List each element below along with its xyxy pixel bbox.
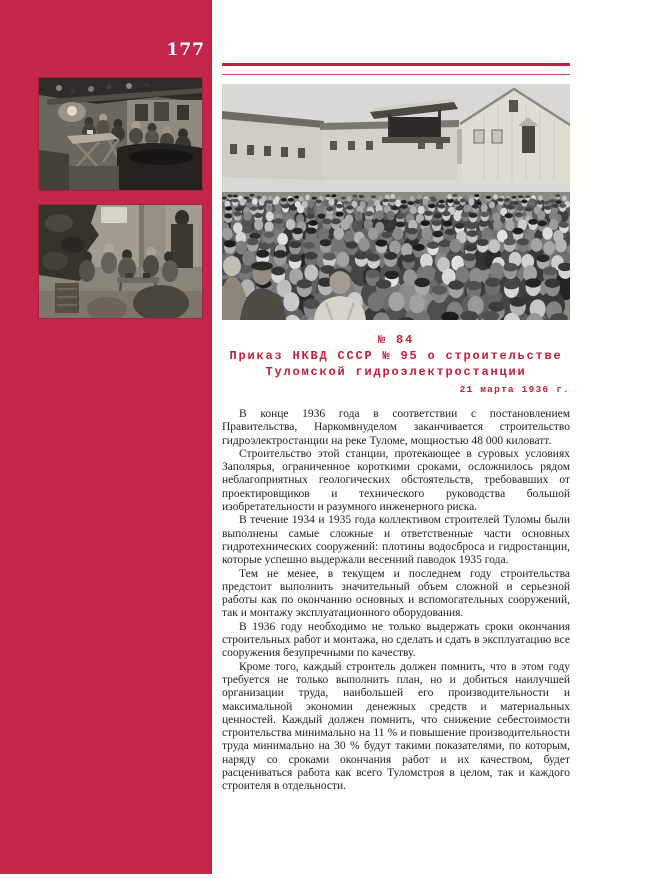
workshop-image	[39, 205, 202, 318]
workshop-photo	[39, 205, 202, 318]
paragraph-3: В течение 1934 и 1935 года коллективом строителей Туломы были выполнены самые сложные и ответственные части основных гидротехнических сооружений: плотины водосброса и гидростанции, которые успешно выдержали весенний паводок 1935 года.	[222, 514, 570, 567]
barracks-interior-photo	[39, 78, 202, 190]
crowd-meeting-image	[222, 84, 570, 320]
order-date: 21 марта 1936 г.	[459, 384, 570, 395]
barracks-interior-image	[39, 78, 202, 190]
paragraph-2: Строительство этой станции, протекающее в суровых условиях Заполярья, ограниченное короткими сроками, осложнилось рядом неблагоприятных геологических обстоятельств, требовавших от проектировщиков и технического руководства большой изобретательности и разумного инженерного риска.	[222, 447, 570, 514]
double-rule	[222, 63, 570, 75]
left-red-sidebar	[0, 0, 212, 874]
paragraph-1: В конце 1936 года в соответствии с постановлением Правительства, Наркомвнуделом заканчивается строительство гидроэлектростанции на реке Туломе, мощностью 48 000 киловатт.	[222, 408, 570, 447]
order-text	[222, 408, 570, 794]
crowd-meeting-photo	[222, 84, 570, 320]
paragraph-5: В 1936 году необходимо не только выдержать сроки окончания строительных работ и монтажа, но сделать и сдать в эксплуатацию все сооружения безупречными по качеству.	[222, 620, 570, 660]
order-number: № 84	[377, 333, 414, 347]
order-title-line2: Туломской гидроэлектростанции	[265, 365, 527, 379]
paragraph-4: Тем не менее, в текущем и последнем году строительства предстоит выполнить значительный объем сложной и серьезной работы как по окончанию основных и вспомогательных сооружений, так и монтажу эксплуатационного оборудования.	[222, 567, 570, 620]
document-content	[222, 63, 570, 794]
order-title-line1: Приказ НКВД СССР № 95 о строительстве	[229, 349, 563, 363]
order-heading	[222, 332, 570, 397]
page-number: 177	[166, 40, 205, 60]
paragraph-6: Кроме того, каждый строитель должен помнить, что в этом году требуется не только выполнить план, но и добиться наилучшей организации труда, наибольшей его производительности и максимальной экономии денежных средств и материальных ценностей. Каждый должен помнить, что снижение себестоимости строительства минимально на 11 % и повышение производительности труда минимально на 30 % будут такими показателями, по которым, наряду со сроками окончания работ и их качеством, будет расцениваться работа как всего Туломстроя в целом, так и каждого строителя в отдельности.	[222, 660, 570, 793]
